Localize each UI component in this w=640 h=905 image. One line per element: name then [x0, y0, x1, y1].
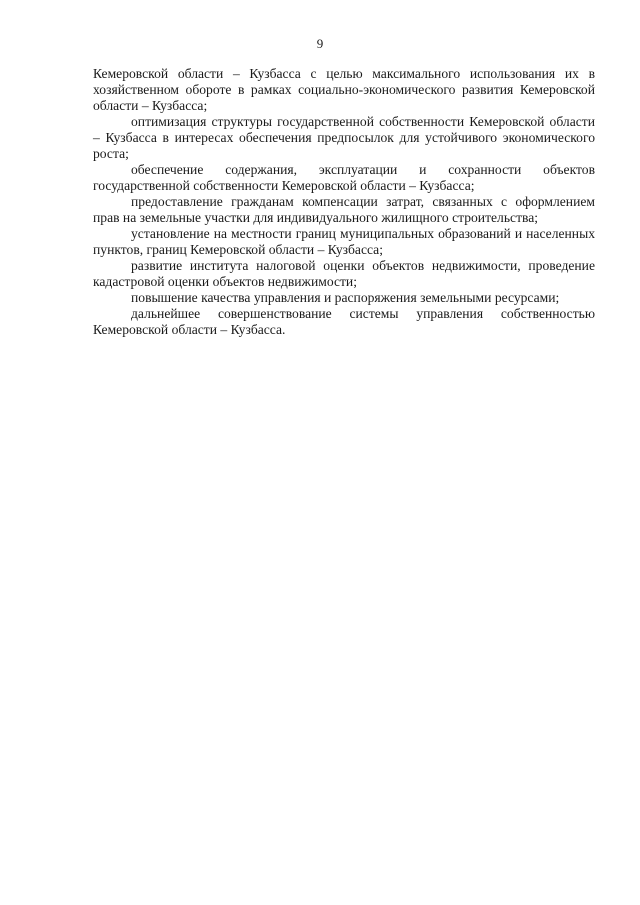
- list-item-compensation: предоставление гражданам компенсации затрат, связанных с оформлением прав на земельные участки для индивидуального жилищного строительства;: [93, 194, 595, 225]
- paragraph-continuation: Кемеровской области – Кузбасса с целью максимального использования их в хозяйственном обороте в рамках социально-экономического развития Кемеровской области – Кузбасса;: [93, 66, 595, 113]
- list-item-structure-optimization: оптимизация структуры государственной собственности Кемеровской области – Кузбасса в интересах обеспечения предпосылок для устойчивого экономического роста;: [93, 114, 595, 161]
- page-number: 9: [316, 36, 324, 51]
- list-item-boundaries: установление на местности границ муниципальных образований и населенных пунктов, границ Кемеровской области – Кузбасса;: [93, 226, 595, 257]
- list-item-maintenance: обеспечение содержания, эксплуатации и сохранности объектов государственной собственности Кемеровской области – Кузбасса;: [93, 162, 595, 193]
- list-item-land-management: повышение качества управления и распоряжения земельными ресурсами;: [131, 290, 560, 305]
- list-item-property-management: дальнейшее совершенствование системы управления собственностью Кемеровской области – Кузбасса.: [93, 306, 595, 337]
- list-item-tax-assessment: развитие института налоговой оценки объектов недвижимости, проведение кадастровой оценки объектов недвижимости;: [93, 258, 595, 289]
- document-body: [93, 66, 595, 338]
